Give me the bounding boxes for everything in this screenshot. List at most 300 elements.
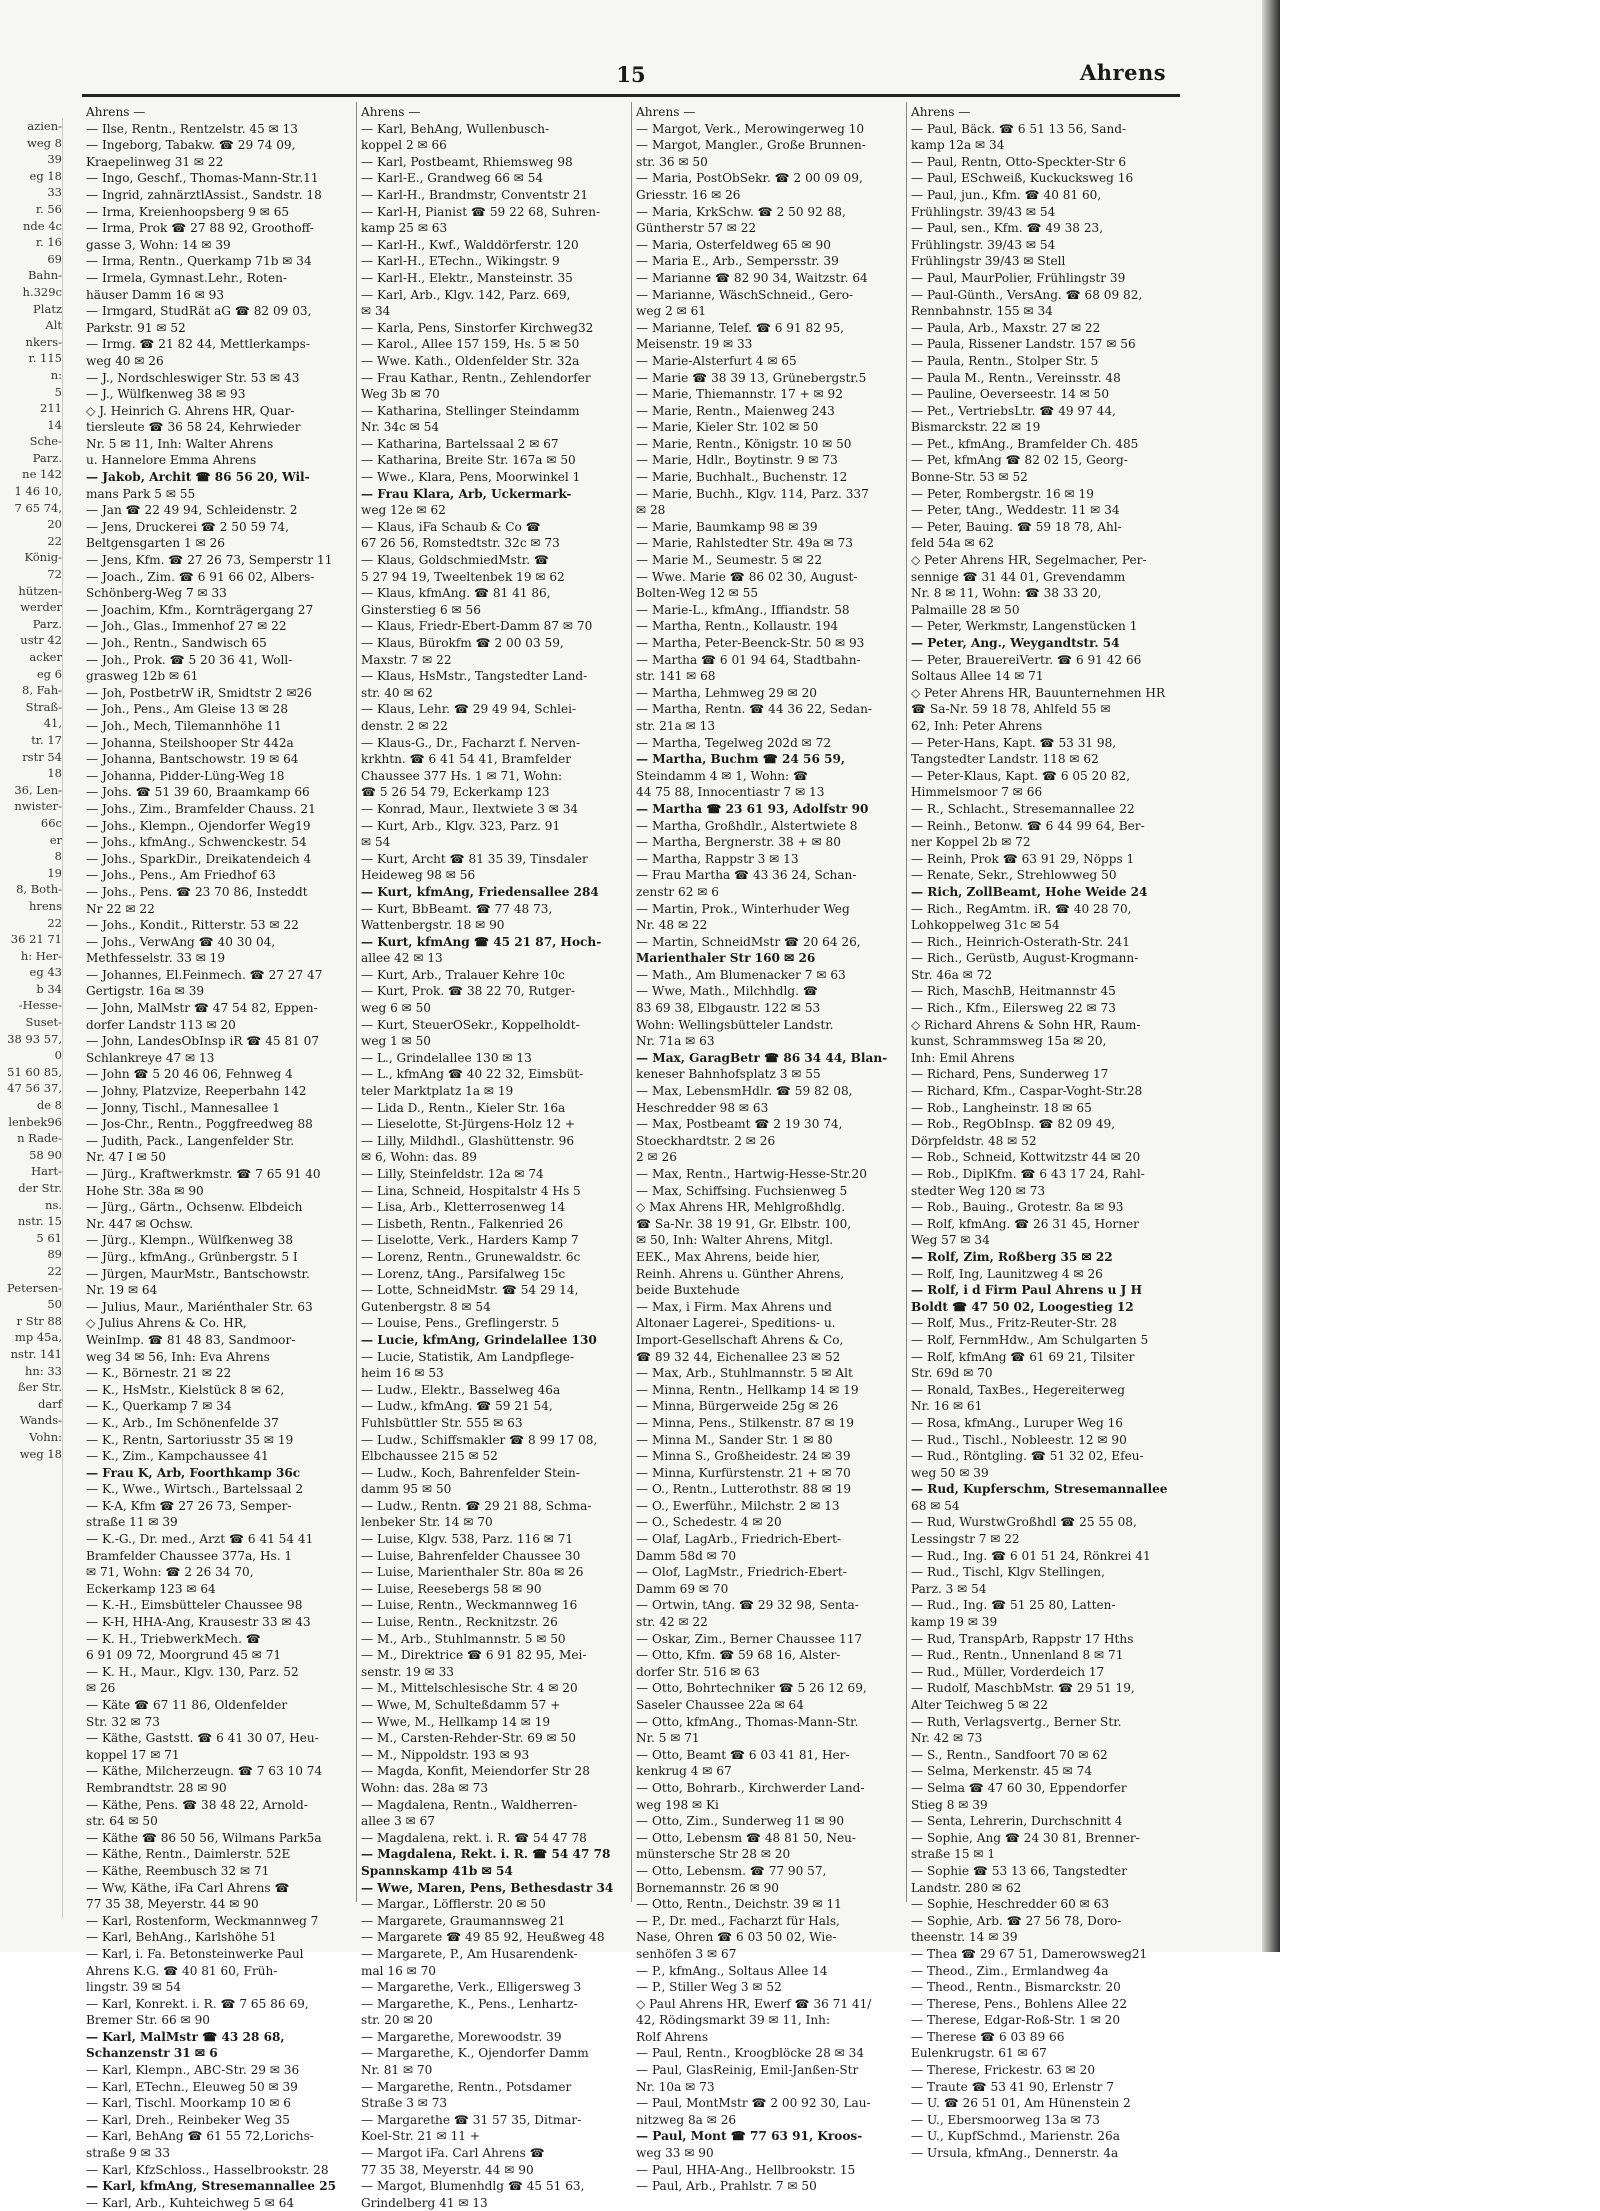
directory-entry: — Marie, Rentn., Königstr. 10 ✉ 50 [636,436,852,451]
fragment-line: 14 [47,417,62,432]
fragment-line: König- [24,550,62,565]
directory-entry: 42, Rödingsmarkt 39 ✉ 11, Inh: [636,2013,831,2028]
directory-entry: — Marie ☎ 38 39 13, Grünebergstr.5 [636,370,867,385]
fragment-line: 22 [47,915,62,930]
directory-entry: Nr. 81 ✉ 70 [361,2063,433,2078]
column-divider [631,102,632,1902]
fragment-line: 8 [54,849,62,864]
directory-entry: Bolten-Weg 12 ✉ 55 [636,586,759,601]
directory-entry: ◇ Paul Ahrens HR, Ewerf ☎ 36 71 41/ [636,1996,872,2011]
directory-entry: — P., Stiller Weg 3 ✉ 52 [636,1980,782,1995]
directory-entry: — Luise, Marienthaler Str. 80a ✉ 26 [361,1565,584,1580]
directory-column-1 [86,104,354,2210]
fragment-line: 8, Both- [16,882,62,897]
directory-entry: — Louise, Pens., Greflingerstr. 5 [361,1316,560,1331]
directory-entry: — Karl, Dreh., Reinbeker Weg 35 [86,2112,290,2127]
directory-entry: — K-H, HHA-Ang, Krausestr 33 ✉ 43 [86,1615,311,1630]
directory-entry: — Karla, Pens, Sinstorfer Kirchweg32 [361,320,594,335]
directory-entry: — Selma ☎ 47 60 30, Eppendorfer [911,1780,1127,1795]
directory-entry: — Johanna, Pidder-Lüng-Weg 18 [86,768,285,783]
directory-entry: — Irma, Kreienhoopsberg 9 ✉ 65 [86,204,290,219]
directory-entry: Landstr. 280 ✉ 62 [911,1880,1022,1895]
directory-entry: weg 40 ✉ 26 [86,353,164,368]
directory-entry: ✉ 34 [361,304,391,319]
directory-entry: 5 27 94 19, Tweeltenbek 19 ✉ 62 [361,569,565,584]
directory-entry: — O., Schedestr. 4 ✉ 20 [636,1515,782,1530]
directory-entry: — Rud., Tischl, Klgv Stellingen, [911,1565,1105,1580]
directory-entry: — Lida D., Rentn., Kieler Str. 16a [361,1100,566,1115]
directory-entry: — Rich, MaschB, Heitmannstr 45 [911,984,1116,999]
directory-entry: theenstr. 14 ✉ 39 [911,1930,1018,1945]
directory-entry: — Margot, Mangler., Große Brunnen- [636,138,866,153]
directory-entry: krkhtn. ☎ 6 41 54 41, Bramfelder [361,752,572,767]
fragment-line: Straß- [25,699,62,714]
directory-entry: Rennbahnstr. 155 ✉ 34 [911,304,1053,319]
directory-entry: Rolf Ahrens [636,2029,709,2044]
directory-entry: — Marie, Baumkamp 98 ✉ 39 [636,519,818,534]
directory-entry: Steindamm 4 ✉ 1, Wohn: ☎ [636,768,809,783]
directory-entry: — Marie, Thiemannstr. 17 + ✉ 92 [636,387,843,402]
directory-entry: — Martha ☎ 23 61 93, Adolfstr 90 [636,801,869,816]
directory-entry: — Johanna, Steilshooper Str 442a [86,735,294,750]
directory-entry: — Martha, Rentn. ☎ 44 36 22, Sedan- [636,702,872,717]
column-head: Ahrens — [86,105,146,119]
directory-entry: — Max, Postbeamt ☎ 2 19 30 74, [636,1117,843,1132]
directory-entry: — Kurt, Prok. ☎ 38 22 70, Rutger- [361,984,576,999]
directory-entry: — Otto, Bohrarb., Kirchwerder Land- [636,1780,865,1795]
directory-entry: Alter Teichweg 5 ✉ 22 [911,1698,1048,1712]
directory-entry: Schönberg-Weg 7 ✉ 33 [86,586,227,601]
directory-entry: — Margarethe, Morewoodstr. 39 [361,2029,562,2044]
directory-entry: — Marie, Rentn., Maienweg 243 [636,403,835,418]
directory-entry: Straße 3 ✉ 73 [361,2096,448,2111]
directory-entry: Nr. 16 ✉ 61 [911,1399,983,1414]
fragment-line: 72 [47,567,62,582]
book-gutter-shadow [1262,0,1280,1952]
directory-entry: Marienthaler Str 160 ✉ 26 [636,951,816,966]
directory-entry: — Pet, kfmAng ☎ 82 02 15, Georg- [911,453,1128,468]
directory-entry: — Rich., Gerüstb, August-Krogmann- [911,951,1139,966]
directory-entry: — O., Ewerführ., Milchstr. 2 ✉ 13 [636,1498,840,1513]
directory-entry: ◇ Max Ahrens HR, Mehlgroßhdlg. [636,1200,846,1215]
directory-entry: — Marie-L., kfmAng., Iffiandstr. 58 [636,602,850,617]
directory-entry: — Wwe. Marie ☎ 86 02 30, August- [636,569,858,584]
fragment-line: der Str. [18,1181,62,1195]
directory-entry: Damm 69 ✉ 70 [636,1581,729,1596]
directory-entry: weg 1 ✉ 50 [361,1034,431,1049]
directory-entry: — Liselotte, Verk., Harders Kamp 7 [361,1233,579,1248]
directory-entry: koppel 2 ✉ 66 [361,138,447,153]
directory-entry: — Selma, Merkenstr. 45 ✉ 74 [911,1764,1093,1779]
directory-entry: — Rolf, Mus., Fritz-Reuter-Str. 28 [911,1316,1117,1331]
directory-entry: — Peter-Klaus, Kapt. ☎ 6 05 20 82, [911,768,1131,783]
directory-entry: — Margarete, P., Am Husarendenk- [361,1946,578,1961]
directory-entry: — Kurt, SteuerOSekr., Koppelholdt- [361,1017,580,1032]
directory-entry: — R., Schlacht., Stresemannallee 22 [911,801,1135,816]
directory-entry: — Marie M., Seumestr. 5 ✉ 22 [636,553,823,568]
directory-entry: 2 ✉ 26 [636,1150,677,1165]
fragment-line: n: [50,367,62,382]
directory-entry: ✉ 50, Inh: Walter Ahrens, Mitgl. [636,1233,834,1248]
directory-entry: allee 42 ✉ 13 [361,951,443,966]
directory-entry: Dörpfeldstr. 48 ✉ 52 [911,1133,1037,1148]
directory-entry: — Lorenz, Rentn., Grunewaldstr. 6c [361,1249,581,1264]
directory-entry: ◇ Peter Ahrens HR, Segelmacher, Per- [911,553,1147,568]
directory-entry: Altonaer Lagerei-, Speditions- u. [636,1316,836,1331]
directory-entry: — Minna M., Sander Str. 1 ✉ 80 [636,1432,833,1447]
directory-entry: — Pet., kfmAng., Bramfelder Ch. 485 [911,436,1139,451]
directory-entry: kamp 12a ✉ 34 [911,138,1005,153]
directory-entry: — Rolf, FernmHdw., Am Schulgarten 5 [911,1332,1149,1347]
directory-entry: — Martha, Peter-Beenck-Str. 50 ✉ 93 [636,636,865,650]
directory-entry: — Wwe, M, Schulteßdamm 57 + [361,1698,561,1712]
directory-entry: Lohkoppelweg 31c ✉ 54 [911,918,1060,933]
directory-entry: — Margarethe, K., Pens., Lenhartz- [361,1996,578,2011]
fragment-line: Parz. [32,450,62,465]
directory-entry: — Klaus, GoldschmiedMstr. ☎ [361,553,549,568]
directory-entry: — Jonny, Tischl., Mannesallee 1 [86,1100,280,1115]
directory-entry: — Rich, ZollBeamt, Hohe Weide 24 [911,884,1148,899]
directory-entry: — Luise, Rentn., Recknitzstr. 26 [361,1615,558,1630]
fragment-line: hrens [28,898,62,913]
directory-entry: str. 40 ✉ 62 [361,685,433,700]
directory-entry: — Karl, BehAng, Wullenbusch- [361,121,550,136]
directory-entry: — Lieselotte, St-Jürgens-Holz 12 + [361,1117,575,1132]
directory-entry: Nr. 10a ✉ 73 [636,2079,715,2094]
directory-entry: ✉ 54 [361,835,391,850]
directory-entry: — Minna, Pens., Stilkenstr. 87 ✉ 19 [636,1415,854,1430]
directory-entry: — Max, Arb., Stuhlmannstr. 5 ✉ Alt [636,1366,853,1381]
directory-entry: — Therese, Pens., Bohlens Allee 22 [911,1996,1128,2011]
fragment-line: Petersen- [7,1280,62,1295]
fragment-line: ustr 42 [20,633,62,648]
directory-entry: — Klaus, Friedr-Ebert-Damm 87 ✉ 70 [361,619,593,634]
fragment-line: werder [20,600,62,615]
page-number: 15 [616,62,646,87]
fragment-line: eg 43 [29,965,62,980]
directory-entry: — Rolf, Ing, Launitzweg 4 ✉ 26 [911,1266,1103,1281]
directory-entry: münstersche Str 28 ✉ 20 [636,1847,791,1862]
directory-entry: — J., Wülfkenweg 38 ✉ 93 [86,387,246,402]
directory-entry: — Maria, PostObSekr. ☎ 2 00 09 09, [636,171,863,186]
directory-entry: — K-A, Kfm ☎ 27 26 73, Semper- [86,1498,292,1513]
directory-entry: — Johs., Pens. ☎ 23 70 86, Insteddt [86,884,308,899]
fragment-line: weg 18 [19,1446,62,1461]
directory-entry: — Max, GaragBetr ☎ 86 34 44, Blan- [636,1050,888,1065]
fragment-line: Alt [45,318,62,333]
directory-entry: — Rolf, kfmAng. ☎ 26 31 45, Horner [911,1216,1139,1231]
directory-entry: — Katharina, Stellinger Steindamm [361,403,580,418]
directory-entry: — Käte ☎ 67 11 86, Oldenfelder [86,1698,288,1712]
directory-entry: — Kurt, kfmAng ☎ 45 21 87, Hoch- [361,934,602,949]
directory-entry: — M., Nippoldstr. 193 ✉ 93 [361,1747,530,1762]
directory-entry: — Klaus, Bürokfm ☎ 2 00 03 59, [361,636,564,650]
fragment-line: 89 [47,1247,62,1262]
directory-entry: lenbeker Str. 14 ✉ 70 [361,1515,493,1530]
directory-entry: — Martha, Lehmweg 29 ✉ 20 [636,685,817,700]
directory-entry: Nr 22 ✉ 22 [86,901,155,916]
directory-entry: — Ludw., Elektr., Basselweg 46a [361,1382,561,1397]
directory-entry: — Sophie ☎ 53 13 66, Tangstedter [911,1863,1127,1878]
directory-entry: — Käthe, Gaststt. ☎ 6 41 30 07, Heu- [86,1731,319,1746]
fragment-line: h: Her- [20,948,62,963]
fragment-line: 8, Fah- [22,683,62,698]
directory-entry: — Frau Martha ☎ 43 36 24, Schan- [636,868,857,883]
directory-entry: — Jens, Kfm. ☎ 27 26 73, Semperstr 11 [86,553,333,568]
directory-entry: Bremer Str. 66 ✉ 90 [86,2013,210,2028]
fragment-line: acker [29,650,62,664]
directory-entry: — Magda, Konfit, Meiendorfer Str 28 [361,1764,590,1779]
fragment-line: tr. 17 [31,732,62,747]
directory-entry: — Therese ☎ 6 03 89 66 [911,2029,1065,2044]
directory-entry: — K., Zim., Kampchaussee 41 [86,1449,269,1464]
directory-entry: — Kurt, Arb., Klgv. 323, Parz. 91 [361,818,561,833]
directory-entry: Lessingstr 7 ✉ 22 [911,1532,1020,1547]
directory-entry: — U. ☎ 26 51 01, Am Hünenstein 2 [911,2096,1131,2111]
fragment-line: 69 [47,251,62,266]
directory-entry: Meisenstr. 19 ✉ 33 [636,337,753,352]
directory-entry: Nase, Ohren ☎ 6 03 50 02, Wie- [636,1930,837,1945]
directory-entry: — Rolf, kfmAng ☎ 61 69 21, Tilsiter [911,1349,1135,1364]
directory-entry: — Ilse, Rentn., Rentzelstr. 45 ✉ 13 [86,121,298,136]
directory-entry: — Luise, Bahrenfelder Chaussee 30 [361,1548,581,1563]
directory-column-4 [911,104,1179,2161]
directory-entry: ◇ Richard Ahrens & Sohn HR, Raum- [911,1017,1141,1032]
directory-entry: — Paula, Rentn., Stolper Str. 5 [911,353,1099,368]
directory-entry: feld 54a ✉ 62 [911,536,994,551]
directory-entry: Schanzenstr 31 ✉ 6 [86,2046,218,2061]
directory-entry: — Johs., Kondit., Ritterstr. 53 ✉ 22 [86,918,299,933]
directory-entry: — Paul, HHA-Ang., Hellbrookstr. 15 [636,2162,856,2177]
directory-entry: — Joh., Mech, Tilemannhöhe 11 [86,718,282,733]
directory-entry: Bornemannstr. 26 ✉ 90 [636,1880,779,1895]
fragment-line: Wands- [19,1413,62,1428]
directory-entry: WeinImp. ☎ 81 48 83, Sandmoor- [86,1332,296,1347]
directory-entry: Nr. 48 ✉ 22 [636,918,708,933]
directory-entry: — Olof, LagMstr., Friedrich-Ebert- [636,1565,847,1580]
directory-entry: — Irmgard, StudRät aG ☎ 82 09 03, [86,304,312,319]
directory-entry: 77 35 38, Meyerstr. 44 ✉ 90 [86,1897,259,1912]
fragment-line: 51 60 85, [7,1064,62,1079]
directory-entry: — Peter-Hans, Kapt. ☎ 53 31 98, [911,735,1117,750]
directory-entry: kunst, Schrammsweg 15a ✉ 20, [911,1034,1107,1049]
directory-entry: Nr. 71a ✉ 63 [636,1034,715,1049]
directory-entry: mans Park 5 ✉ 55 [86,486,196,501]
directory-entry: — Marianne ☎ 82 90 34, Waitzstr. 64 [636,270,868,285]
directory-entry: Elbchaussee 215 ✉ 52 [361,1449,498,1464]
directory-entry: — K. H., TriebwerkMech. ☎ [86,1631,261,1646]
directory-entry: — Ortwin, tAng. ☎ 29 32 98, Senta- [636,1598,859,1613]
directory-entry: — Max, Schiffsing. Fuchsienweg 5 [636,1183,848,1198]
directory-entry: Himmelsmoor 7 ✉ 66 [911,785,1043,800]
directory-entry: — Luise, Rentn., Weckmannweg 16 [361,1598,578,1613]
directory-entry: tiersleute ☎ 36 58 24, Kehrwieder [86,420,301,435]
directory-entry: — K., Querkamp 7 ✉ 34 [86,1399,232,1414]
directory-entry: — Kurt, Arb., Tralauer Kehre 10c [361,967,565,982]
fragment-line: b 34 [36,981,62,996]
directory-entry: Weg 3b ✉ 70 [361,387,440,402]
directory-entry: Nr. 8 ✉ 11, Wohn: ☎ 38 33 20, [911,586,1102,601]
directory-entry: — Rud., Rentn., Unnenland 8 ✉ 71 [911,1648,1124,1663]
fragment-line: Bahn- [27,268,62,283]
directory-entry: — Joh., Rentn., Sandwisch 65 [86,636,267,650]
directory-entry: Griesstr. 16 ✉ 26 [636,187,741,202]
directory-entry: — Rosa, kfmAng., Luruper Weg 16 [911,1415,1123,1430]
directory-entry: — Rud, TranspArb, Rappstr 17 Hths [911,1631,1134,1646]
previous-page-fragment-column [0,118,63,1918]
directory-entry: nitzweg 8a ✉ 26 [636,2112,737,2127]
fragment-line: nkers- [25,334,62,349]
directory-entry: — Paul, ESchweiß, Kuckucksweg 16 [911,171,1134,186]
fragment-line: nwister- [14,799,62,814]
directory-entry: — Margarete ☎ 49 85 92, Heußweg 48 [361,1930,605,1945]
directory-entry: — Ruth, Verlagsvertg., Berner Str. [911,1714,1122,1729]
directory-entry: — Karl, Postbeamt, Rhiemsweg 98 [361,154,573,169]
directory-entry: Frühlingstr 39/43 ✉ Stell [911,254,1066,269]
directory-entry: — John, MalMstr ☎ 47 54 82, Eppen- [86,1001,318,1016]
directory-entry: ◇ Julius Ahrens & Co. HR, [86,1316,247,1331]
directory-entry: Eckerkamp 123 ✉ 64 [86,1581,216,1596]
directory-entry: str. 21a ✉ 13 [636,718,716,733]
directory-entry: — Karl, Arb., Klgv. 142, Parz. 669, [361,287,571,302]
directory-entry: — Lucie, Statistik, Am Landpflege- [361,1349,575,1364]
directory-entry: — Paul, Mont ☎ 77 63 91, Kroos- [636,2129,863,2144]
directory-entry: 62, Inh: Peter Ahrens [911,718,1043,733]
directory-entry: — Maria E., Arb., Sempersstr. 39 [636,254,839,269]
directory-entry: Wohn: Wellingsbütteler Landstr. [636,1017,834,1032]
fragment-line: 36 21 71 [10,932,62,947]
directory-entry: — Johs., SparkDir., Dreikatendeich 4 [86,851,312,866]
directory-entry: — Karl-H., ETechn., Wikingstr. 9 [361,254,560,269]
directory-entry: — Renate, Sekr., Strehlowweg 50 [911,868,1117,883]
header-rule [82,94,1180,97]
fragment-line: ne 142 [22,467,62,482]
directory-entry: Str. 69d ✉ 70 [911,1366,993,1381]
directory-entry: kamp 19 ✉ 39 [911,1615,998,1630]
directory-entry: Nr. 19 ✉ 64 [86,1283,158,1298]
directory-entry: — Käthe, Pens. ☎ 38 48 22, Arnold- [86,1797,308,1812]
directory-entry: — Kurt, kfmAng, Friedensallee 284 [361,884,599,899]
directory-entry: Nr. 447 ✉ Ochsw. [86,1216,194,1231]
directory-entry: — Lisbeth, Rentn., Falkenried 26 [361,1216,564,1231]
directory-entry: ◇ Peter Ahrens HR, Bauunternehmen HR [911,685,1166,700]
directory-entry: — Pauline, Oeverseestr. 14 ✉ 50 [911,387,1110,402]
directory-entry: — Joachim, Kfm., Kornträgergang 27 [86,602,314,617]
directory-entry: Nr. 47 I ✉ 50 [86,1150,166,1165]
directory-entry: — Peter, tAng., Weddestr. 11 ✉ 34 [911,503,1120,518]
directory-entry: — Rob., Schneid, Kottwitzstr 44 ✉ 20 [911,1150,1141,1165]
directory-entry: Ginsterstieg 6 ✉ 56 [361,602,481,617]
directory-entry: — K.-G., Dr. med., Arzt ☎ 6 41 54 41 [86,1532,314,1547]
directory-entry: — Ronald, TaxBes., Hegereiterweg [911,1382,1126,1397]
directory-entry: — Marie, Rahlstedter Str. 49a ✉ 73 [636,536,853,551]
column-head: Ahrens — [911,105,971,119]
directory-entry: — Margar., Löfflerstr. 20 ✉ 50 [361,1897,546,1912]
directory-entry: dorfer Str. 516 ✉ 63 [636,1664,760,1679]
fragment-line: hn: 33 [25,1363,62,1378]
directory-entry: Saseler Chaussee 22a ✉ 64 [636,1698,804,1712]
directory-entry: — Ludw., kfmAng. ☎ 59 21 54, [361,1399,553,1414]
directory-entry: — Margot, Blumenhdlg ☎ 45 51 63, [361,2179,585,2194]
directory-entry: — Käthe, Reembusch 32 ✉ 71 [86,1863,270,1878]
directory-entry: — K., Wwe., Wirtsch., Bartelssaal 2 [86,1482,304,1497]
directory-entry: — Otto, Lebensm. ☎ 77 90 57, [636,1863,827,1878]
fragment-line: Parz. [32,616,62,631]
fragment-line: 66c [40,815,62,830]
directory-entry: — Johannes, El.Feinmech. ☎ 27 27 47 [86,967,323,982]
directory-entry: — Minna, Bürgerweide 25g ✉ 26 [636,1399,839,1414]
directory-entry: Beltgensgarten 1 ✉ 26 [86,536,225,551]
directory-entry: Wattenbergstr. 18 ✉ 90 [361,918,505,933]
directory-entry: — Reinh., Betonw. ☎ 6 44 99 64, Ber- [911,818,1145,833]
fragment-line: 47 56 37, [7,1081,62,1096]
directory-entry: — Richard, Pens, Sunderweg 17 [911,1067,1109,1082]
directory-entry: — Julius, Maur., Mariénthaler Str. 63 [86,1299,313,1314]
fragment-line: 18 [47,766,62,781]
directory-entry: — Johs., Zim., Bramfelder Chauss. 21 [86,801,316,816]
directory-entry: — U., KupfSchmd., Marienstr. 26a [911,2129,1120,2144]
directory-entry: Tangstedter Landstr. 118 ✉ 62 [911,752,1099,767]
directory-entry: — Therese, Edgar-Roß-Str. 1 ✉ 20 [911,2013,1121,2028]
directory-entry: — Sophie, Arb. ☎ 27 56 78, Doro- [911,1913,1122,1928]
directory-entry: str. 20 ✉ 20 [361,2013,433,2028]
directory-entry: — Johanna, Bantschowstr. 19 ✉ 64 [86,752,299,767]
directory-entry: — Johs. ☎ 51 39 60, Braamkamp 66 [86,785,310,800]
directory-entry: — M., Arb., Stuhlmannstr. 5 ✉ 50 [361,1631,566,1646]
directory-entry: — Peter, Ang., Weygandtstr. 54 [911,636,1120,650]
directory-entry: Maxstr. 7 ✉ 22 [361,652,452,667]
directory-entry: — Jürg., kfmAng., Grünbergstr. 5 I [86,1249,298,1264]
fragment-line: 22 [47,1263,62,1278]
fragment-line: er [49,832,62,847]
directory-entry: Nr. 34c ✉ 54 [361,420,440,435]
fragment-line: Vohn: [29,1429,62,1444]
directory-entry: — Paula, Arb., Maxstr. 27 ✉ 22 [911,320,1101,335]
directory-entry: — Peter, Rombergstr. 16 ✉ 19 [911,486,1094,501]
directory-entry: — K., Arb., Im Schönenfelde 37 [86,1415,279,1430]
fragment-line: hützen- [18,583,62,598]
fragment-line: eg 6 [36,666,62,681]
directory-entry: — Martin, Prok., Winterhuder Weg [636,901,850,916]
directory-entry: — Max, i Firm. Max Ahrens und [636,1299,832,1314]
fragment-line: h.329c [22,284,62,299]
directory-entry: 6 91 09 72, Moorgrund 45 ✉ 71 [86,1648,282,1663]
directory-entry: Parkstr. 91 ✉ 52 [86,320,186,335]
directory-entry: senhöfen 3 ✉ 67 [636,1946,737,1961]
directory-entry: Palmaille 28 ✉ 50 [911,602,1020,617]
directory-entry: Str. 32 ✉ 73 [86,1714,160,1729]
directory-entry: Nr. 5 ✉ 11, Inh: Walter Ahrens [86,436,274,451]
directory-entry: straße 11 ✉ 39 [86,1515,178,1530]
directory-entry: Boldt ☎ 47 50 02, Loogestieg 12 [911,1299,1134,1314]
fragment-line: eg 18 [29,168,62,183]
directory-entry: — Magdalena, Rekt. i. R. ☎ 54 47 78 [361,1847,611,1862]
directory-entry: str. 64 ✉ 50 [86,1814,158,1829]
directory-entry: — M., Carsten-Rehder-Str. 69 ✉ 50 [361,1731,576,1746]
directory-entry: Koel-Str. 21 ✉ 11 + [361,2129,480,2144]
fragment-line: r. 56 [35,201,62,216]
directory-entry: Nr. 5 ✉ 71 [636,1731,700,1746]
directory-entry: Weg 57 ✉ 34 [911,1233,990,1248]
directory-entry: keneser Bahnhofsplatz 3 ✉ 55 [636,1067,821,1082]
directory-entry: — Martha, Buchm ☎ 24 56 59, [636,752,846,767]
directory-entry: — Jakob, Archit ☎ 86 56 20, Wil- [86,470,310,485]
fragment-line: 7 65 74, [14,500,62,515]
directory-entry: — K.-H., Eimsbütteler Chaussee 98 [86,1598,303,1613]
directory-entry: 44 75 88, Innocentiastr 7 ✉ 13 [636,785,825,800]
directory-entry: — Richard, Kfm., Caspar-Voght-Str.28 [911,1084,1143,1099]
directory-entry: — Konrad, Maur., Ilextwiete 3 ✉ 34 [361,801,579,816]
